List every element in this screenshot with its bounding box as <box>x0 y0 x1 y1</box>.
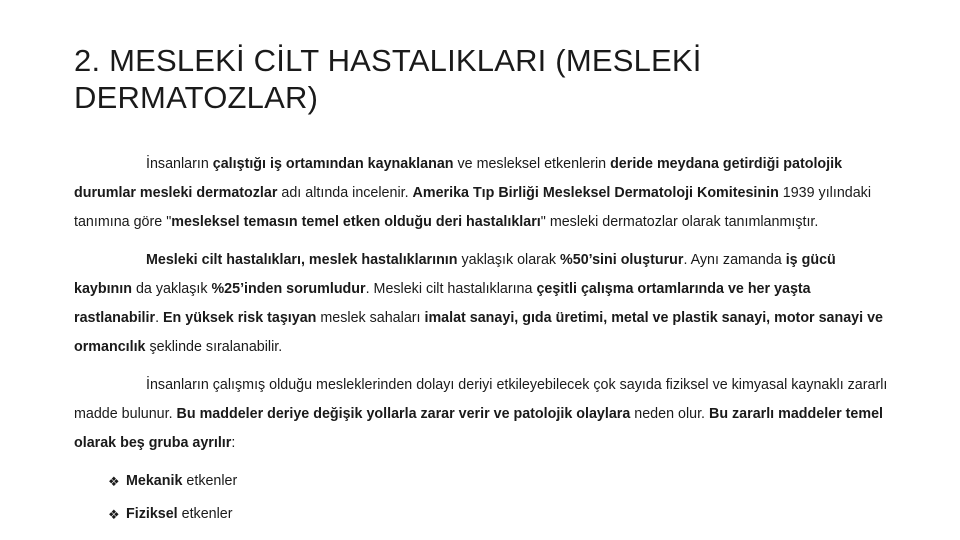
text-run: . Mesleki cilt hastalıklarına <box>365 281 537 297</box>
text-run: yaklaşık olarak <box>457 252 561 268</box>
text-run: " mesleki dermatozlar olarak tanımlanmıştır. <box>540 214 819 230</box>
list-item-bold: Mekanik <box>126 473 183 489</box>
paragraph-harmful-agents <box>74 371 894 458</box>
paragraph-definition <box>74 150 894 237</box>
bold-text: %50’sini oluşturur <box>560 252 684 268</box>
bold-text: Mesleki cilt hastalıkları, meslek hastalıklarının <box>146 252 458 268</box>
bold-text: deride meydana getirdiği patolojik durumlar mesleki dermatozlar <box>74 156 843 201</box>
text-run: : <box>231 435 236 451</box>
text-run: . <box>155 310 164 326</box>
text-run: . Aynı zamanda <box>683 252 786 268</box>
diamond-bullet-icon: ❖ <box>108 507 120 522</box>
text-run: İnsanların çalışmış olduğu mesleklerinden dolayı deriyi etkileyebilecek çok sayıda fiziksel ve kimyasal kaynaklı zararlı madde bulunur. <box>74 377 888 422</box>
list-item <box>74 500 894 529</box>
bold-text: çalıştığı iş ortamından kaynaklanan <box>212 156 454 172</box>
bold-text: çeşitli çalışma ortamlarında ve her yaşta rastlanabilir <box>74 281 811 326</box>
text-run: da yaklaşık <box>132 281 212 297</box>
text-run: 1939 yılındaki tanımına göre " <box>74 185 872 230</box>
list-item <box>74 467 894 496</box>
bold-text: %25’inden sorumludur <box>211 281 366 297</box>
text-run: adı altında incelenir. <box>277 185 413 201</box>
bold-text: Bu zararlı maddeler temel olarak beş gruba ayrılır <box>74 406 884 451</box>
list-item-rest: etkenler <box>177 506 233 522</box>
bold-text: mesleksel temasın temel etken olduğu deri hastalıkları <box>171 214 541 230</box>
bold-text: Amerika Tıp Birliği Mesleksel Dermatoloji Komitesinin <box>412 185 779 201</box>
paragraph-statistics <box>74 246 894 362</box>
bold-text: iş gücü kaybının <box>74 252 836 297</box>
text-run: şeklinde sıralanabilir. <box>145 339 283 355</box>
bold-text: imalat sanayi, gıda üretimi, metal ve plastik sanayi, motor sanayi ve ormancılık <box>74 310 883 355</box>
slide-body <box>74 150 894 529</box>
slide-title: 2. MESLEKİ CİLT HASTALIKLARI (MESLEKİ DERMATOZLAR) <box>74 43 702 115</box>
diamond-bullet-icon: ❖ <box>108 474 120 489</box>
list-item-rest: etkenler <box>182 473 238 489</box>
text-run: İnsanların <box>146 156 213 172</box>
text-run: meslek sahaları <box>316 310 425 326</box>
bold-text: En yüksek risk taşıyan <box>163 310 317 326</box>
text-run: ve mesleksel etkenlerin <box>453 156 611 172</box>
list-item-bold: Fiziksel <box>126 506 178 522</box>
text-run: neden olur. <box>630 406 709 422</box>
bold-text: Bu maddeler deriye değişik yollarla zarar verir ve patolojik olaylara <box>176 406 631 422</box>
agent-list <box>74 467 894 529</box>
